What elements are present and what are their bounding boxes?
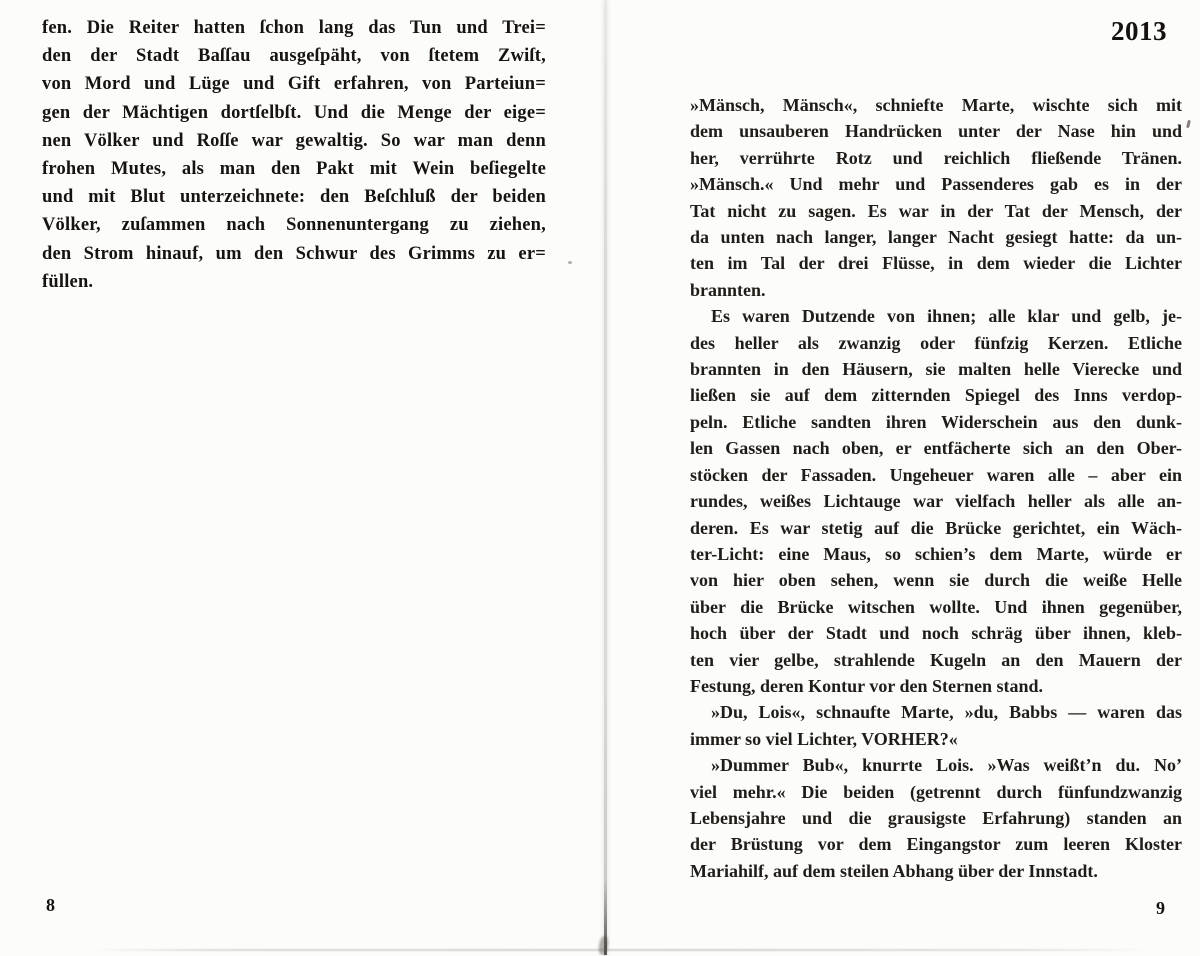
page-number-right: 9 — [1156, 898, 1165, 918]
text-line: ten vier gelbe, strahlende Kugeln an den Mauern der — [690, 649, 1182, 670]
page-number-left: 8 — [46, 895, 55, 915]
text-line: des heller als zwanzig oder fünfzig Kerzen. Etliche — [690, 332, 1182, 353]
text-line: den der Stadt Baſſau ausgeſpäht, von ſtetem Zwiſt, — [42, 46, 546, 67]
text-line: Mariahilf, auf dem steilen Abhang über der Innstadt. — [690, 860, 1098, 881]
text-line: und mit Blut unterzeichnete: den Beſchluß der beiden — [42, 187, 546, 208]
text-line: nen Völker und Roſſe war gewaltig. So war man denn — [42, 130, 546, 151]
text-line: deren. Es war stetig auf die Brücke gerichtet, ein Wäch- — [690, 517, 1182, 538]
text-line: peln. Etliche sandten ihren Widerschein aus den dunk- — [690, 411, 1182, 432]
text-line: ten im Tal der drei Flüsse, in dem wieder die Lichter — [690, 253, 1182, 274]
text-line: ließen sie auf dem zitternden Spiegel des Inns verdop- — [690, 385, 1182, 406]
text-line: dem unsauberen Handrücken unter der Nase hin und — [690, 121, 1182, 142]
text-line: Lebensjahre und die grausigste Erfahrung) standen an — [690, 807, 1182, 828]
text-line: hoch über der Stadt und noch schräg über ihnen, kleb- — [690, 623, 1182, 644]
text-line: Festung, deren Kontur vor den Sternen stand. — [690, 675, 1044, 696]
text-line: rundes, weißes Lichtauge war vielfach heller als alle an- — [690, 491, 1182, 512]
scan-artifact-speck — [1186, 120, 1191, 128]
text-line: »Mänsch.« Und mehr und Passenderes gab es in der — [690, 174, 1182, 195]
page-gutter-shadow — [604, 0, 607, 955]
gutter-bottom-smudge — [598, 935, 610, 955]
text-line: ter-Licht: eine Maus, so schien’s dem Marte, würde er — [690, 543, 1182, 564]
scan-artifact-speck — [568, 261, 572, 264]
text-line: brannten. — [690, 279, 766, 300]
text-line: her, verrührte Rotz und reichlich fließende Tränen. — [690, 147, 1182, 168]
text-line: da unten nach langer, langer Nacht gesiegt hatte: da un- — [690, 227, 1182, 248]
left-page-text-block — [42, 14, 546, 296]
text-line: »Dummer Bub«, knurrte Lois. »Was weißt’n du. No’ — [711, 755, 1182, 776]
text-line: »Mänsch, Mänsch«, schniefte Marte, wischte sich mit — [690, 95, 1182, 115]
text-line: von Mord und Lüge und Gift erfahren, von Parteiun= — [42, 74, 546, 95]
text-line: Völker, zuſammen nach Sonnenuntergang zu ziehen, — [42, 215, 546, 236]
text-line: gen der Mächtigen dortſelbſt. Und die Menge der eige= — [42, 102, 546, 123]
text-line: füllen. — [42, 271, 94, 292]
text-line: »Du, Lois«, schnaufte Marte, »du, Babbs — waren das — [711, 702, 1182, 723]
text-line: brannten in den Häusern, sie malten helle Vierecke und — [690, 359, 1182, 380]
text-line: len Gassen nach oben, er entfächerte sich an den Ober- — [690, 438, 1182, 459]
bottom-scan-edge-shadow — [90, 949, 1152, 951]
text-line: immer so viel Lichter, VORHER?« — [690, 728, 958, 749]
text-line: viel mehr.« Die beiden (getrennt durch fünfundzwanzig — [690, 781, 1182, 802]
text-line: fen. Die Reiter hatten ſchon lang das Tun und Trei= — [42, 18, 546, 38]
text-line: frohen Mutes, als man den Pakt mit Wein beſiegelte — [42, 159, 546, 180]
right-page-text-block — [690, 92, 1182, 884]
text-line: der Brüstung vor dem Eingangstor zum leeren Kloster — [690, 834, 1182, 855]
text-line: Es waren Dutzende von ihnen; alle klar und gelb, je- — [711, 306, 1182, 327]
text-line: über die Brücke witschen wollte. Und ihnen gegenüber, — [690, 596, 1182, 617]
text-line: stöcken der Fassaden. Ungeheuer waren alle – aber ein — [690, 464, 1182, 485]
text-line: von hier oben sehen, wenn sie durch die weiße Helle — [690, 570, 1182, 591]
text-line: den Strom hinauf, um den Schwur des Grimms zu er= — [42, 243, 546, 264]
chapter-year-heading: 2013 — [1111, 16, 1167, 46]
text-line: Tat nicht zu sagen. Es war in der Tat der Mensch, der — [690, 200, 1182, 221]
